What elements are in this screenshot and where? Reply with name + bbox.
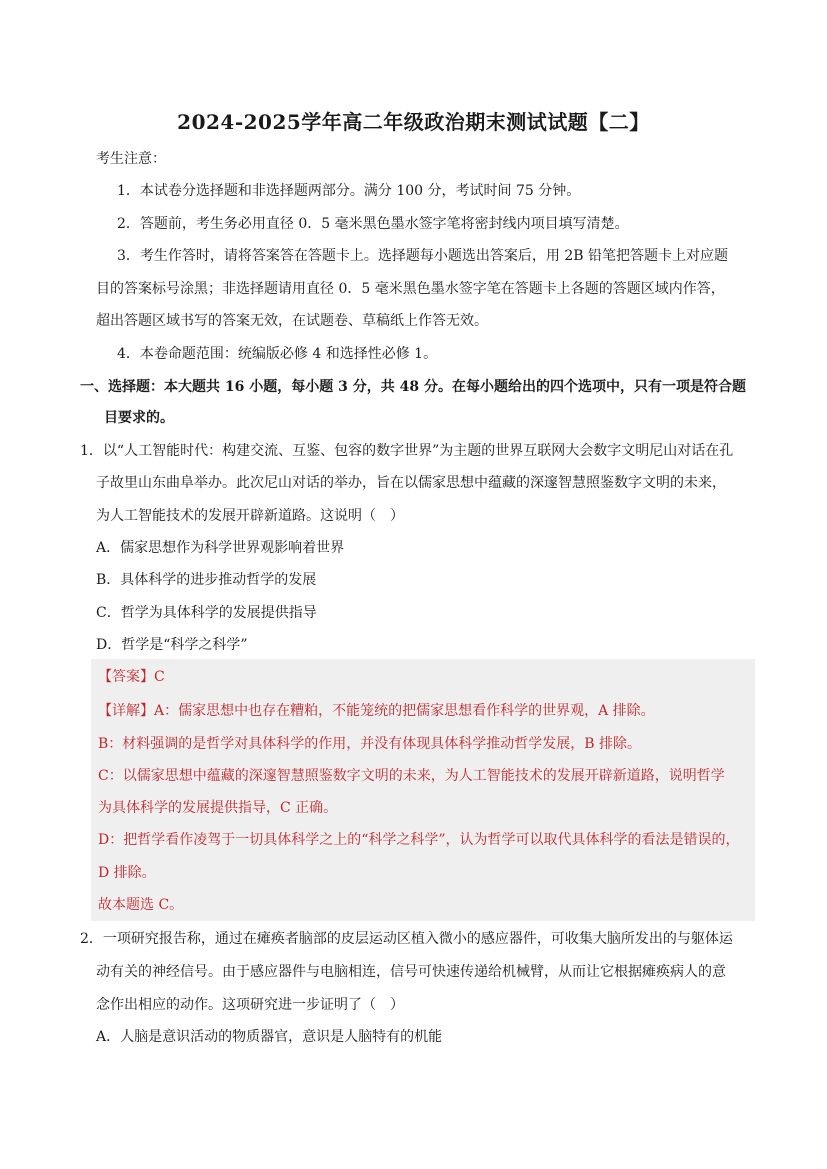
question-2-option-a: A．人脑是意识活动的物质器官，意识是人脑特有的机能 <box>96 1029 443 1045</box>
explanation-line-5: D：把哲学看作凌驾于一切具体科学之上的“科学之科学”，认为哲学可以取代具体科学的看法是错误的， <box>98 832 740 848</box>
exam-title: 2024-2025学年高二年级政治期末测试试题【二】 <box>177 110 650 134</box>
notes-heading: 考生注意： <box>96 151 166 167</box>
explanation-line-2: B：材料强调的是哲学对具体科学的作用，并没有体现具体科学推动哲学发展，B 排除。 <box>98 736 642 752</box>
explanation-line-4: 为具体科学的发展提供指导，C 正确。 <box>98 800 338 816</box>
explanation-line-3: C：以儒家思想中蕴藏的深邃智慧照鉴数字文明的未来，为人工智能技术的发展开辟新道路，说明哲学 <box>98 768 725 784</box>
note-item-4: 4．本卷命题范围：统编版必修 4 和选择性必修 1。 <box>117 346 438 362</box>
explanation-line-1: 【详解】A：儒家思想中也存在糟粕，不能笼统的把儒家思想看作科学的世界观，A 排除。 <box>98 703 655 719</box>
question-1-option-c: C．哲学为具体科学的发展提供指导 <box>96 605 317 621</box>
question-1-option-b: B．具体科学的进步推动哲学的发展 <box>96 572 317 588</box>
question-1-line-2: 子故里山东曲阜举办。此次尼山对话的举办，旨在以儒家思想中蕴藏的深邃智慧照鉴数字文明的未来， <box>96 475 726 491</box>
question-1-line-1: 1．以“人工智能时代：构建交流、互鉴、包容的数字世界”为主题的世界互联网大会数字文明尼山对话在孔 <box>80 443 734 459</box>
question-1-option-d: D．哲学是“科学之科学” <box>96 637 248 653</box>
question-2-line-1: 2．一项研究报告称，通过在瘫痪者脑部的皮层运动区植入微小的感应器件，可收集大脑所发出的与躯体运 <box>80 931 733 947</box>
note-item-2: 2．答题前，考生务必用直径 0．5 毫米黑色墨水签字笔将密封线内项目填写清楚。 <box>117 216 629 232</box>
question-2-line-3: 念作出相应的动作。这项研究进一步证明了（ ） <box>96 997 404 1013</box>
section-heading-line-1: 一、选择题：本大题共 16 小题，每小题 3 分，共 48 分。在每小题给出的四个选项中，只有一项是符合题 <box>80 379 746 395</box>
section-heading-line-2: 目要求的。 <box>104 410 174 426</box>
note-item-3-line-2: 目的答案标号涂黑；非选择题请用直径 0．5 毫米黑色墨水签字笔在答题卡上各题的答题区域内作答， <box>96 281 725 297</box>
explanation-line-6: D 排除。 <box>98 865 156 881</box>
explanation-conclusion: 故本题选 C。 <box>98 897 184 913</box>
note-item-3-line-1: 3．考生作答时，请将答案答在答题卡上。选择题每小题选出答案后，用 2B 铅笔把答题卡上对应题 <box>117 248 729 264</box>
answer-explanation-box <box>91 659 755 921</box>
question-1-option-a: A．儒家思想作为科学世界观影响着世界 <box>96 540 345 556</box>
question-1-line-3: 为人工智能技术的发展开辟新道路。这说明（ ） <box>96 508 404 524</box>
note-item-1: 1．本试卷分选择题和非选择题两部分。满分 100 分，考试时间 75 分钟。 <box>117 183 581 199</box>
question-2-line-2: 动有关的神经信号。由于感应器件与电脑相连，信号可快速传递给机械臂，从而让它根据瘫痪病人的意 <box>96 964 726 980</box>
answer-line: 【答案】C <box>98 669 165 685</box>
note-item-3-line-3: 超出答题区域书写的答案无效，在试题卷、草稿纸上作答无效。 <box>96 313 488 329</box>
